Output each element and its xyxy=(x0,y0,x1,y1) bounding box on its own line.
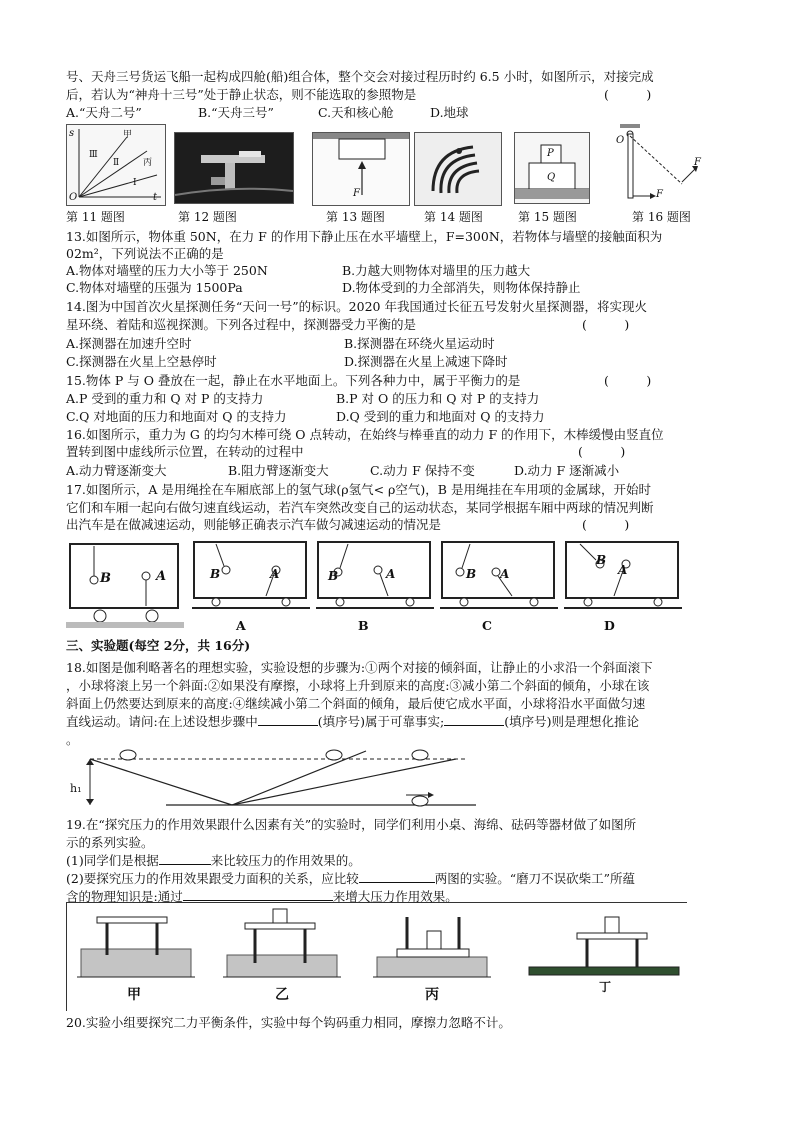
q15-text-line1: 15.物体 P 与 O 叠放在一起，静止在水平地面上。下列各种力中，属于平衡力的是 xyxy=(66,373,521,388)
q18-line4-part3: (填序号)则是理想化推论 xyxy=(504,714,639,729)
q14-text-line2: 星环绕、着陆和巡视探测。下列各过程中，探测器受力平衡的是 xyxy=(66,317,417,332)
q17-b-ball-b: B xyxy=(328,569,339,583)
q19-fig-yi xyxy=(223,909,341,977)
q17-label-c: C xyxy=(482,618,492,633)
q16-option-d: D.动力 F 逐渐减小 xyxy=(514,463,620,478)
fig11-t-axis: t xyxy=(153,192,158,203)
q13-text-line2: 02m²，下列说法不正确的是 xyxy=(66,246,224,261)
fig14-tianwen-logo xyxy=(414,132,502,206)
q16-option-c: C.动力 F 保持不变 xyxy=(370,463,475,478)
q14-answer-paren: ( ) xyxy=(582,317,630,332)
q14-text-line1: 14.图为中国首次火星探测任务“天问一号”的标识。2020 年我国通过长征五号发射火星探测器，将实现火 xyxy=(66,299,647,314)
q19-text-line4 xyxy=(66,870,635,887)
q16-option-b: B.阻力臂逐渐变大 xyxy=(228,463,329,478)
q15-answer-paren: ( ) xyxy=(604,373,652,388)
fig11-line-jia: 甲 xyxy=(123,130,133,140)
q11-answer-paren: ( ) xyxy=(604,87,652,102)
q19-text-line3 xyxy=(66,852,361,869)
q14-option-a: A.探测器在加速升空时 xyxy=(66,336,192,351)
q19-line5-part2: 来增大压力作用效果。 xyxy=(332,889,458,904)
q18-height-label: h₁ xyxy=(70,782,82,795)
fig11-region-3: Ⅲ xyxy=(89,150,98,160)
fig13-caption: 第 13 题图 xyxy=(326,210,385,224)
q17-d-ball-a: A xyxy=(618,563,628,577)
section3-title: 三、实验题(每空 2分，共 16分) xyxy=(66,638,251,653)
q16-answer-paren: ( ) xyxy=(578,444,626,459)
q19-blank-1[interactable] xyxy=(159,864,211,865)
q19-blank-2[interactable] xyxy=(359,882,435,883)
q17-b-ball-a: A xyxy=(386,567,396,581)
q18-incline-figure xyxy=(66,745,486,815)
q16-text-line2: 置转到图中虚线所示位置，在转动的过程中 xyxy=(66,444,304,459)
q19-fig-ding xyxy=(529,917,679,975)
fig11-st-graph xyxy=(66,124,166,206)
fig13-block-under-ceiling xyxy=(312,132,410,206)
q13-text-line1: 13.如图所示，物体重 50N，在力 F 的作用下静止压在水平墙壁上，F=300N，若物体与墙壁的接触面积为 xyxy=(66,229,663,244)
fig12-caption: 第 12 题图 xyxy=(178,210,237,224)
q14-option-d: D.探测器在火星上减速下降时 xyxy=(344,354,508,369)
q17-label-d: D xyxy=(604,618,615,633)
q19-figure-panel xyxy=(66,902,687,1011)
q18-text-line2: ，小球将滚上另一个斜面:②如果没有摩擦，小球将上升到原来的高度:③减小第二个斜面的倾角，小球在该 xyxy=(66,678,650,693)
fig11-s-axis: s xyxy=(69,128,75,139)
q11-option-d: D.地球 xyxy=(430,105,469,120)
q19-label-bing: 丙 xyxy=(425,987,439,1003)
q15-option-a: A.P 受到的重力和 Q 对 P 的支持力 xyxy=(66,391,264,406)
q17-ref-ball-a: A xyxy=(156,569,167,584)
q19-fig-jia xyxy=(77,917,195,977)
q15-option-d: D.Q 受到的重力和地面对 Q 的支持力 xyxy=(336,409,545,424)
q17-c-ball-a: A xyxy=(500,567,510,581)
q19-line3-part1: (1)同学们是根据 xyxy=(66,853,159,868)
q17-text-line3: 出汽车是在做减速运动，则能够正确表示汽车做匀减速运动的情况是 xyxy=(66,517,442,532)
fig11-region-2: Ⅱ xyxy=(113,158,120,168)
q19-label-jia: 甲 xyxy=(127,987,141,1003)
q15-option-b: B.P 对 O 的压力和 Q 对 P 的支持力 xyxy=(336,391,540,406)
fig16-force-f2: F xyxy=(694,157,701,168)
fig11-caption: 第 11 题图 xyxy=(66,210,125,224)
q19-label-yi: 乙 xyxy=(275,987,289,1003)
q19-line5-part1: 含的物理知识是:通过 xyxy=(66,889,183,904)
q15-option-c: C.Q 对地面的压力和地面对 Q 的支持力 xyxy=(66,409,287,424)
q19-fig-bing xyxy=(373,917,491,977)
q11-text-line2: 后，若认为“神舟十三号”处于静止状态，则不能选取的参照物是 xyxy=(66,87,417,102)
q18-text-line4 xyxy=(66,713,639,730)
q13-option-d: D.物体受到的力全部消失，则物体保持静止 xyxy=(342,280,581,295)
q16-text-line1: 16.如图所示，重力为 G 的均匀木棒可绕 O 点转动，在始终与棒垂直的动力 F 的作用下，木棒缓慢由竖直位 xyxy=(66,427,664,442)
fig16-pivot-o: O xyxy=(616,135,625,146)
q18-text-line5: 。 xyxy=(66,732,79,747)
q17-label-a: A xyxy=(236,618,246,633)
q18-line4-part1: 直线运动。请问:在上述设想步骤中 xyxy=(66,714,258,729)
q11-text-line1: 号、天舟三号货运飞船一起构成四舱(船)组合体，整个交会对接过程历时约 6.5 小时，如图所示，对接完成 xyxy=(66,69,654,84)
q18-blank-fact[interactable] xyxy=(258,725,318,726)
q13-option-c: C.物体对墙壁的压强为 1500Pa xyxy=(66,280,243,295)
q18-blank-inference[interactable] xyxy=(444,725,504,726)
fig14-caption: 第 14 题图 xyxy=(424,210,483,224)
fig11-origin: O xyxy=(69,192,78,203)
q19-line4-part2: 两图的实验。“磨刀不误砍柴工”所蕴 xyxy=(434,871,636,886)
q18-line4-part2: (填序号)属于可靠事实; xyxy=(317,714,445,729)
fig15-caption: 第 15 题图 xyxy=(518,210,577,224)
q19-line4-part1: (2)要探究压力的作用效果跟受力面积的关系，应比较 xyxy=(66,871,359,886)
q19-blank-3[interactable] xyxy=(183,900,333,901)
q19-line3-part2: 来比较压力的作用效果的。 xyxy=(210,853,361,868)
q11-option-a: A.“天舟二号” xyxy=(66,105,142,120)
fig16-force-f1: F xyxy=(656,189,663,200)
q18-text-line3: 斜面上仍然要达到原来的高度:④继续减小第二个斜面的倾角，最后使它成水平面，小球将沿水平面做匀速 xyxy=(66,696,646,711)
q17-text-line2: 它们和车厢一起向右做匀速直线运动，若汽车突然改变自己的运动状态，某同学根据车厢中两球的情况判断 xyxy=(66,500,654,515)
q19-label-ding: 丁 xyxy=(599,980,612,994)
fig15-block-q: Q xyxy=(547,172,556,183)
q19-text-line1: 19.在“探究压力的作用效果跟什么因素有关”的实验时，同学们利用小桌、海绵、砝码等器材做了如图所 xyxy=(66,817,637,832)
q17-carriage-reference xyxy=(66,544,184,628)
q13-option-b: B.力越大则物体对墙里的压力越大 xyxy=(342,263,531,278)
q17-d-ball-b: B xyxy=(596,553,607,567)
q11-option-c: C.天和核心舱 xyxy=(318,105,394,120)
q14-option-c: C.探测器在火星上空悬停时 xyxy=(66,354,217,369)
q17-a-ball-a: A xyxy=(270,567,280,581)
q17-ref-ball-b: B xyxy=(100,571,111,586)
q20-text-line1: 20.实验小组要探究二力平衡条件，实验中每个钩码重力相同，摩擦力忽略不计。 xyxy=(66,1015,511,1030)
q13-option-a: A.物体对墙壁的压力大小等于 250N xyxy=(66,263,268,278)
q14-option-b: B.探测器在环绕火星运动时 xyxy=(344,336,495,351)
q16-option-a: A.动力臂逐渐变大 xyxy=(66,463,167,478)
q17-answer-paren: ( ) xyxy=(582,517,630,532)
q11-option-b: B.“天舟三号” xyxy=(198,105,274,120)
q17-carriage-c xyxy=(440,542,558,608)
fig15-stacked-blocks xyxy=(514,132,590,204)
q17-text-line1: 17.如图所示，A 是用绳拴在车厢底部上的氢气球(ρ氢气< ρ空气)，B 是用绳挂在车用项的金属球，开始时 xyxy=(66,482,651,497)
fig11-line-bing: 丙 xyxy=(143,158,153,168)
fig16-caption: 第 16 题图 xyxy=(632,210,691,224)
fig13-force-label: F xyxy=(353,188,360,199)
q17-a-ball-b: B xyxy=(210,567,221,581)
q17-label-b: B xyxy=(358,618,369,633)
fig11-region-1: Ⅰ xyxy=(133,178,137,188)
q19-text-line2: 示的系列实验。 xyxy=(66,835,154,850)
fig15-block-p: P xyxy=(547,148,554,159)
q18-text-line1: 18.如图是伽利略著名的理想实验，实验设想的步骤为:①两个对接的倾斜面，让静止的小求沿一个斜面滚下 xyxy=(66,660,653,675)
fig12-space-station-photo xyxy=(174,132,294,204)
fig16-lever-diagram xyxy=(616,124,708,204)
q17-c-ball-b: B xyxy=(466,567,477,581)
